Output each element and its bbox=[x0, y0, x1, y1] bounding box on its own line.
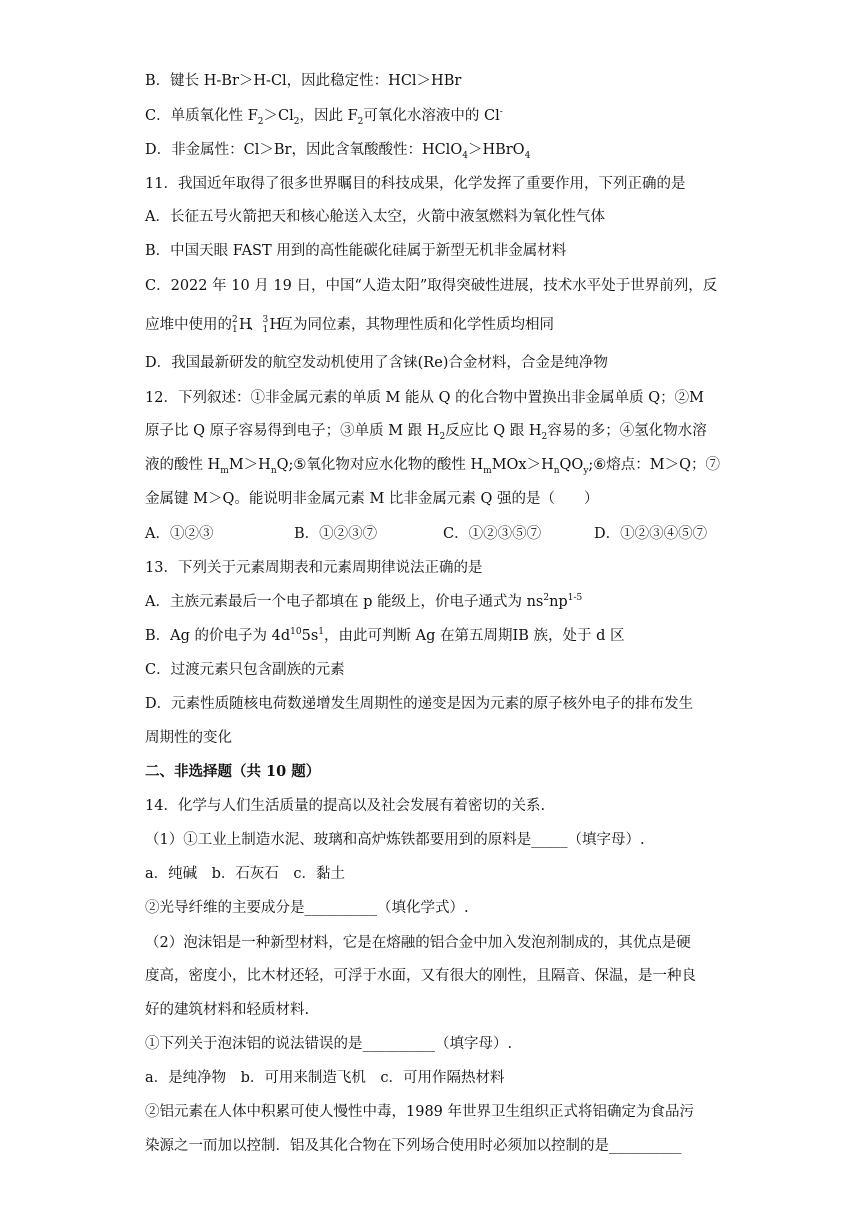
q14-stem: 14．化学与人们生活质量的提高以及社会发展有着密切的关系. bbox=[145, 798, 546, 814]
q13-option-d-line2: 周期性的变化 bbox=[145, 730, 232, 746]
q14-part2a: ①下列关于泡沫铝的说法错误的是__________（填字母）. bbox=[145, 1036, 513, 1052]
q14-part1b: ②光导纤维的主要成分是__________（填化学式）. bbox=[145, 900, 469, 916]
q10-option-b: B．键长 H-Br＞H-Cl，因此稳定性：HCl＞HBr bbox=[145, 73, 462, 89]
q11-option-d: D．我国最新研发的航空发动机使用了含铼(Re)合金材料，合金是纯净物 bbox=[145, 355, 608, 371]
q11-option-c-line2: 应堆中使用的 2 1 H 、 3 1 H 互为同位素，其物理性质和化学性质均相同 bbox=[145, 315, 554, 335]
q14-part2a-options: a．是纯净物 b．可用来制造飞机 c．可用作隔热材料 bbox=[145, 1070, 505, 1086]
q14-part1-options: a．纯碱 b．石灰石 c．黏土 bbox=[145, 866, 346, 882]
q10-option-c: C．单质氧化性 $F_2>Cl_2$，因此 $F_2$可氧化水溶液中的 Cl- bbox=[145, 107, 503, 127]
q14-part2-line1: （2）泡沫铝是一种新型材料，它是在熔融的铝合金中加入发泡剂制成的，其优点是硬 bbox=[145, 935, 691, 951]
section-heading: 二、非选择题（共 10 题） bbox=[145, 763, 321, 780]
q11-option-c-line1: C．2022 年 10 月 19 日，中国“人造太阳”取得突破性进展，技术水平处于世界前列，反 bbox=[145, 278, 718, 294]
q12-line1: 12．下列叙述：①非金属元素的单质 M 能从 Q 的化合物中置换出非金属单质 Q；②M bbox=[145, 390, 704, 406]
q14-part1: （1）①工业上制造水泥、玻璃和高炉炼铁都要用到的原料是_____（填字母）. bbox=[145, 832, 645, 848]
q13-option-d-line1: D．元素性质随核电荷数递增发生周期性的递变是因为元素的原子核外电子的排布发生 bbox=[145, 696, 694, 712]
q12-option-c: C．①②③⑤⑦ bbox=[443, 526, 542, 542]
q12-line3: 液的酸性 $H_mM>H_nQ;⑤$氧化物对应水化物的酸性 $H_mMOx>H_nQO_y;⑥$熔点：M＞Q；⑦ bbox=[145, 457, 721, 476]
q13-stem: 13．下列关于元素周期表和元素周期律说法正确的是 bbox=[145, 560, 483, 576]
q12-option-b: B．①②③⑦ bbox=[294, 526, 378, 542]
q12-options bbox=[145, 524, 725, 544]
q13-option-c: C．过渡元素只包含副族的元素 bbox=[145, 662, 345, 678]
q13-option-b: B．Ag 的价电子为 $4d^{10}5s^1$，由此可判断 Ag 在第五周期ⅠB 族，处于 d 区 bbox=[145, 627, 625, 644]
q14-part2b-line2: 染源之一而加以控制．铝及其化合物在下列场合使用时必须加以控制的是__________ bbox=[145, 1138, 682, 1154]
q13-option-a: A．主族元素最后一个电子都填在 p 能级上，价电子通式为 $ns^2np^{1-5}$ bbox=[145, 593, 583, 610]
q14-part2-line3: 好的建筑材料和轻质材料. bbox=[145, 1002, 310, 1018]
q11-option-b: B．中国天眼 FAST 用到的高性能碳化硅属于新型无机非金属材料 bbox=[145, 243, 567, 259]
q12-option-d: D．①②③④⑤⑦ bbox=[594, 526, 708, 542]
q11-option-a: A．长征五号火箭把天和核心舱送入太空，火箭中液氢燃料为氧化性气体 bbox=[145, 209, 605, 225]
q14-part2-line2: 度高，密度小，比木材还轻，可浮于水面，又有很大的刚性，且隔音、保温，是一种良 bbox=[145, 968, 696, 984]
isotope-h3: 3 1 H bbox=[262, 315, 283, 335]
q11-stem: 11．我国近年取得了很多世界瞩目的科技成果，化学发挥了重要作用，下列正确的是 bbox=[145, 176, 686, 192]
isotope-h2: 2 1 H bbox=[232, 315, 252, 335]
q14-part2b-line1: ②铝元素在人体中积累可使人慢性中毒，1989 年世界卫生组织正式将铝确定为食品污 bbox=[145, 1104, 695, 1120]
q10-option-d: D．非金属性：Cl＞Br，因此含氧酸酸性：HClO$_4$＞HBrO$_4$ bbox=[145, 142, 531, 161]
q12-option-a: A．①②③ bbox=[145, 526, 214, 542]
q12-line4: 金属键 M＞Q。能说明非金属元素 M 比非金属元素 Q 强的是（ ） bbox=[145, 491, 599, 507]
q12-line2: 原子比 Q 原子容易得到电子；③单质 M 跟 $H_2$反应比 Q 跟 $H_2$容易的多；④氢化物水溶 bbox=[145, 423, 707, 442]
